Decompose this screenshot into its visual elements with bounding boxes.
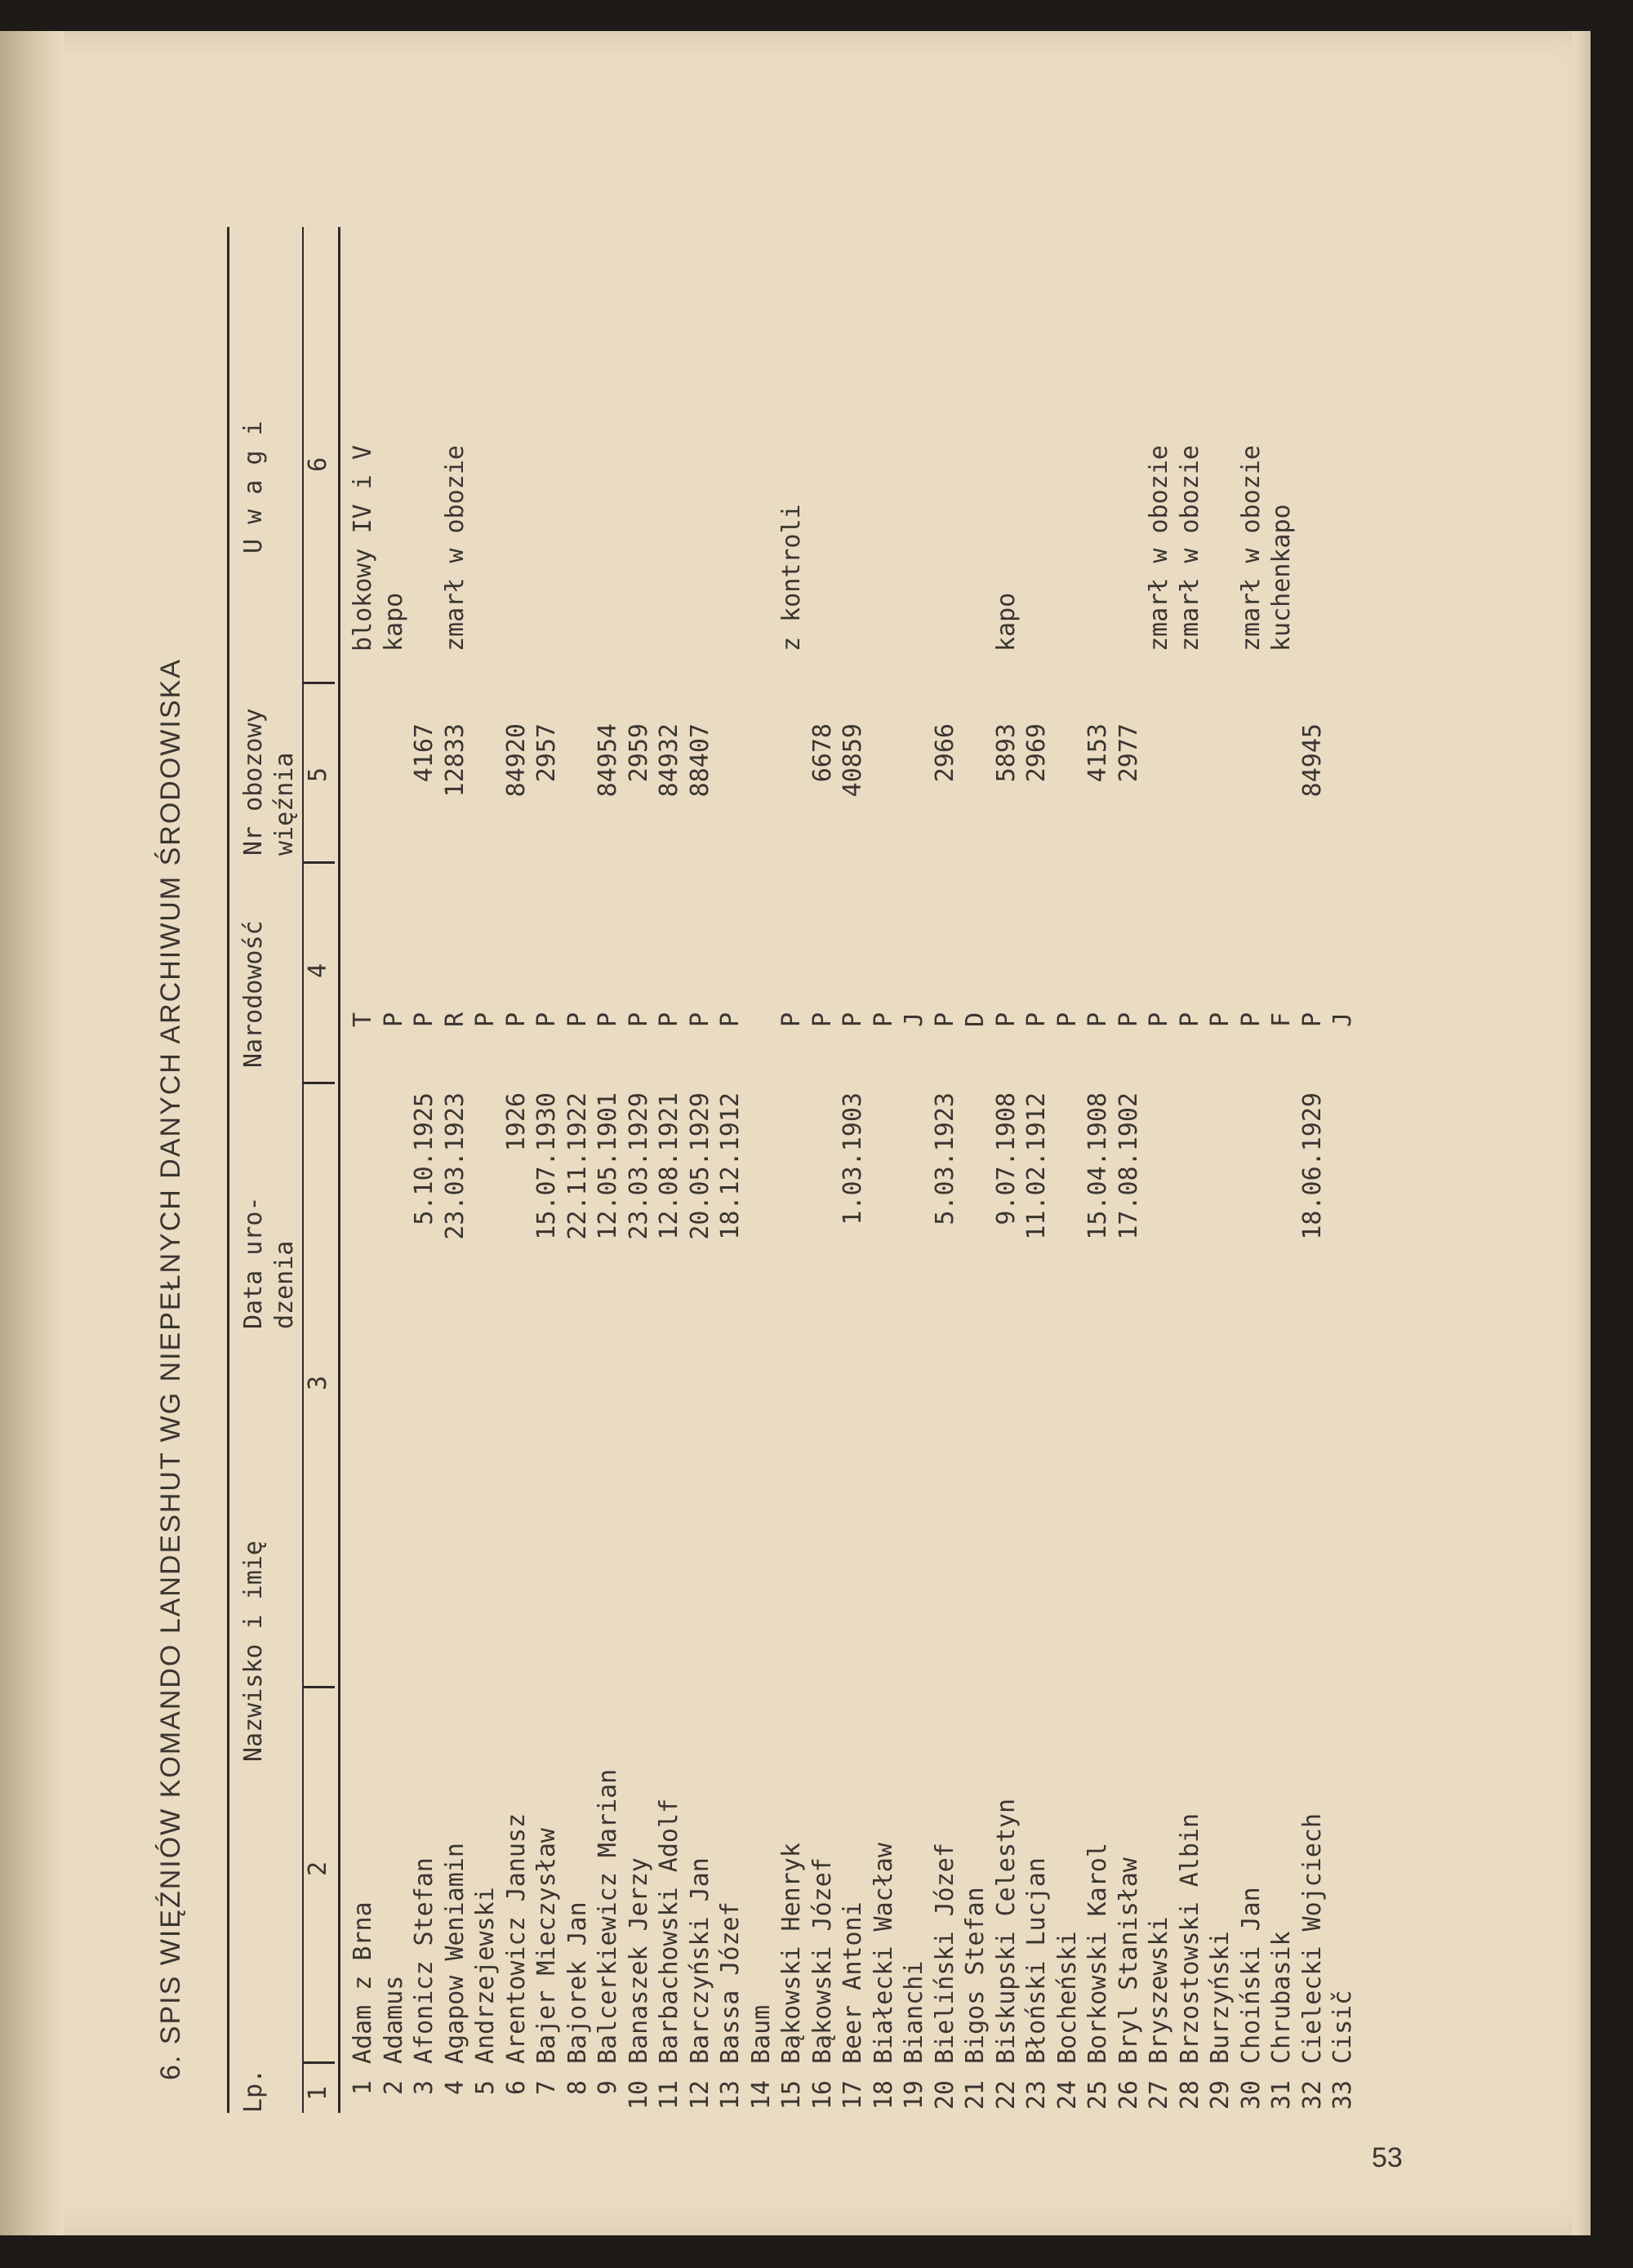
birth-date: 15.07.1930	[532, 1092, 561, 1240]
table-row	[1052, 186, 1083, 2146]
row-number: 3	[410, 2080, 438, 2096]
camp-number: 40859	[839, 723, 867, 798]
birth-date: 17.08.1902	[1114, 1092, 1143, 1240]
nationality: P	[594, 1012, 622, 1027]
row-number: 24	[1052, 2080, 1082, 2110]
birth-date: 1926	[501, 1092, 531, 1152]
row-number: 2	[379, 2080, 408, 2096]
nationality: R	[440, 1012, 469, 1027]
camp-number: 2959	[624, 723, 653, 783]
row-number: 15	[777, 2080, 806, 2110]
table-row	[348, 186, 379, 2146]
nationality: P	[1206, 1012, 1235, 1027]
table-row	[1205, 186, 1236, 2146]
notes: zmarł w obozie	[1175, 445, 1204, 651]
table-row	[869, 186, 900, 2146]
prisoner-name: Balcerkiewicz Marian	[594, 1768, 622, 2064]
nationality: P	[839, 1012, 867, 1027]
prisoner-name: Barbachowski Adolf	[655, 1798, 683, 2064]
nationality: J	[900, 1012, 928, 1027]
row-number: 17	[839, 2080, 867, 2110]
prisoner-name: Chrubasik	[1267, 1931, 1296, 2064]
table-row	[1175, 186, 1206, 2146]
book-gutter	[0, 31, 64, 2235]
notes: zmarł w obozie	[1145, 445, 1173, 651]
birth-date: 23.03.1923	[440, 1092, 469, 1240]
table-top-rule	[227, 227, 229, 2113]
nationality: P	[1297, 1012, 1327, 1027]
row-number: 30	[1236, 2080, 1266, 2110]
table-row	[1021, 186, 1052, 2146]
row-number: 26	[1114, 2080, 1143, 2110]
table-row	[930, 186, 961, 2146]
camp-number: 4167	[410, 723, 438, 783]
header-mid-rule	[302, 227, 304, 2113]
birth-date: 12.08.1921	[655, 1092, 683, 1240]
column-number: 3	[304, 1375, 332, 1390]
nationality: P	[1114, 1012, 1143, 1027]
table-row	[1236, 186, 1267, 2146]
prisoner-name: Banaszek Jerzy	[624, 1857, 653, 2064]
header-name: Nazwisko i imię	[239, 1541, 268, 1762]
column-divider	[302, 1082, 335, 1084]
nationality: P	[716, 1012, 745, 1027]
prisoner-name: Andrzejewski	[471, 1887, 500, 2064]
nationality: P	[532, 1012, 561, 1027]
row-number: 13	[716, 2080, 745, 2110]
table-row	[838, 186, 869, 2146]
camp-number: 88407	[685, 723, 714, 798]
nationality: J	[1328, 1012, 1357, 1027]
camp-number: 84945	[1297, 723, 1327, 798]
prisoner-name: Barczyński Jan	[685, 1857, 714, 2064]
prisoner-name: Bryszewski	[1145, 1916, 1173, 2064]
row-number: 31	[1267, 2080, 1296, 2110]
row-number: 19	[900, 2080, 928, 2110]
nationality: P	[1145, 1012, 1173, 1027]
notes: z kontroli	[777, 504, 806, 651]
table-row	[409, 186, 440, 2146]
prisoner-name: Burzyński	[1206, 1931, 1235, 2064]
prisoner-name: Bajorek Jan	[563, 1901, 592, 2064]
row-number: 33	[1328, 2080, 1357, 2110]
prisoner-name: Bassa Józef	[716, 1901, 745, 2064]
camp-number: 4153	[1083, 723, 1112, 783]
table-row	[746, 186, 777, 2146]
table-row	[1266, 186, 1297, 2146]
table-row	[379, 186, 410, 2146]
camp-number: 84932	[655, 723, 683, 798]
prisoner-name: Bigos Stefan	[961, 1887, 990, 2064]
prisoner-name: Afonicz Stefan	[410, 1857, 438, 2064]
prisoner-name: Baum	[746, 2004, 776, 2064]
nationality: F	[1267, 1012, 1296, 1027]
notes: zmarł w obozie	[440, 445, 469, 651]
table-row	[715, 186, 746, 2146]
nationality: P	[1236, 1012, 1266, 1027]
notes: blokowy IV i V	[349, 445, 377, 651]
nationality: P	[563, 1012, 592, 1027]
row-number: 11	[655, 2080, 683, 2110]
prisoner-name: Cisič	[1328, 1990, 1357, 2064]
nationality: P	[410, 1012, 438, 1027]
notes: kapo	[991, 592, 1021, 651]
prisoner-table-body	[348, 186, 1359, 2146]
prisoner-name: Adam z Brna	[349, 1901, 377, 2064]
prisoner-name: Błoński Lucjan	[1022, 1857, 1051, 2064]
nationality: D	[961, 1012, 990, 1027]
column-divider	[302, 861, 335, 864]
column-number: 6	[304, 456, 332, 472]
prisoner-name: Bajer Mieczysław	[532, 1828, 561, 2064]
table-row	[899, 186, 930, 2146]
row-number: 27	[1145, 2080, 1173, 2110]
birth-date: 1.03.1903	[839, 1092, 867, 1225]
notes: kapo	[379, 592, 408, 651]
table-row	[654, 186, 685, 2146]
page-number: 53	[1372, 2142, 1403, 2173]
notes: kuchenkapo	[1267, 504, 1296, 651]
row-number: 1	[349, 2080, 377, 2096]
row-number: 12	[685, 2080, 714, 2110]
birth-date: 18.12.1912	[716, 1092, 745, 1240]
table-row	[1328, 186, 1359, 2146]
table-row	[1297, 186, 1328, 2146]
row-number: 29	[1206, 2080, 1235, 2110]
birth-date: 18.06.1929	[1297, 1092, 1327, 1240]
prisoner-name: Biskupski Celestyn	[991, 1798, 1021, 2064]
prisoner-name: Białecki Wacław	[869, 1843, 898, 2064]
camp-number: 2977	[1114, 723, 1143, 783]
table-row	[501, 186, 532, 2146]
birth-date: 23.03.1929	[624, 1092, 653, 1240]
camp-number: 2957	[532, 723, 561, 783]
row-number: 8	[563, 2080, 592, 2096]
camp-number: 84920	[501, 723, 531, 798]
table-row	[440, 186, 471, 2146]
prisoner-name: Choiński Jan	[1236, 1887, 1266, 2064]
row-number: 10	[624, 2080, 653, 2110]
nationality: P	[685, 1012, 714, 1027]
header-bottom-rule	[338, 227, 340, 2113]
table-row	[991, 186, 1022, 2146]
nationality: P	[1083, 1012, 1112, 1027]
row-number: 25	[1083, 2080, 1112, 2110]
birth-date: 9.07.1908	[991, 1092, 1021, 1225]
row-number: 18	[869, 2080, 898, 2110]
nationality: P	[1052, 1012, 1082, 1027]
birth-date: 12.05.1901	[594, 1092, 622, 1240]
nationality: T	[349, 1012, 377, 1027]
table-row	[1083, 186, 1114, 2146]
prisoner-name: Bieliński Józef	[930, 1843, 959, 2064]
column-divider	[302, 682, 335, 684]
nationality: P	[471, 1012, 500, 1027]
table-row	[1114, 186, 1145, 2146]
nationality: P	[1022, 1012, 1051, 1027]
header-camp-number: Nr obozowy więźnia	[239, 708, 299, 856]
row-number: 21	[961, 2080, 990, 2110]
prisoner-name: Bryl Stanisław	[1114, 1857, 1143, 2064]
table-row	[960, 186, 991, 2146]
column-number: 4	[304, 963, 332, 978]
row-number: 23	[1022, 2080, 1051, 2110]
table-row	[470, 186, 501, 2146]
birth-date: 11.02.1912	[1022, 1092, 1051, 1240]
nationality: P	[655, 1012, 683, 1027]
nationality: P	[501, 1012, 531, 1027]
header-notes: U w a g i	[239, 420, 268, 554]
row-number: 7	[532, 2080, 561, 2096]
header-birth-date: Data uro- dzenia	[239, 1196, 299, 1329]
header-nationality: Narodowość	[239, 920, 268, 1068]
table-row	[563, 186, 594, 2146]
row-number: 16	[808, 2080, 837, 2110]
table-row	[532, 186, 563, 2146]
prisoner-name: Cielecki Wojciech	[1297, 1812, 1327, 2064]
birth-date: 5.10.1925	[410, 1092, 438, 1225]
row-number: 28	[1175, 2080, 1204, 2110]
camp-number: 12833	[440, 723, 469, 798]
prisoner-name: Borkowski Karol	[1083, 1843, 1112, 2064]
nationality: P	[777, 1012, 806, 1027]
book-page	[0, 31, 1591, 2235]
row-number: 4	[440, 2080, 469, 2096]
camp-number: 84954	[594, 723, 622, 798]
table-row	[685, 186, 716, 2146]
row-number: 22	[991, 2080, 1021, 2110]
birth-date: 22.11.1922	[563, 1092, 592, 1240]
camp-number: 6678	[808, 723, 837, 783]
birth-date: 15.04.1908	[1083, 1092, 1112, 1240]
prisoner-name: Adamus	[379, 1975, 408, 2064]
notes: zmarł w obozie	[1236, 445, 1266, 651]
row-number: 14	[746, 2080, 776, 2110]
page-edge	[1573, 31, 1591, 2235]
column-divider	[302, 1686, 335, 1688]
column-number: 2	[304, 1861, 332, 1876]
rotated-table-content	[139, 72, 1413, 2146]
table-row	[1144, 186, 1175, 2146]
prisoner-name: Arentowicz Janusz	[501, 1812, 531, 2064]
prisoner-name: Bocheński	[1052, 1931, 1082, 2064]
camp-number: 2966	[930, 723, 959, 783]
camp-number: 2969	[1022, 723, 1051, 783]
prisoner-name: Agapow Weniamin	[440, 1843, 469, 2064]
column-number: 1	[304, 2085, 332, 2101]
nationality: P	[808, 1012, 837, 1027]
table-row	[624, 186, 655, 2146]
table-row	[776, 186, 808, 2146]
nationality: P	[1175, 1012, 1204, 1027]
row-number: 32	[1297, 2080, 1327, 2110]
prisoner-name: Brzostowski Albin	[1175, 1812, 1204, 2064]
row-number: 20	[930, 2080, 959, 2110]
page-title: 6. SPIS WIĘŹNIÓW KOMANDO LANDESHUT WG NIEPEŁNYCH DANYCH ARCHIWUM ŚRODOWISKA	[155, 658, 186, 2080]
camp-number: 5893	[991, 723, 1021, 783]
table-row	[808, 186, 839, 2146]
row-number: 5	[471, 2080, 500, 2096]
prisoner-name: Bąkowski Henryk	[777, 1843, 806, 2064]
birth-date: 5.03.1923	[930, 1092, 959, 1225]
prisoner-name: Beer Antoni	[839, 1901, 867, 2064]
nationality: P	[869, 1012, 898, 1027]
column-divider	[302, 2061, 335, 2064]
row-number: 9	[594, 2080, 622, 2096]
nationality: P	[991, 1012, 1021, 1027]
table-row	[593, 186, 624, 2146]
row-number: 6	[501, 2080, 531, 2096]
header-lp: Lp.	[239, 2068, 268, 2113]
column-number: 5	[304, 767, 332, 782]
birth-date: 20.05.1929	[685, 1092, 714, 1240]
prisoner-name: Bąkowski Józef	[808, 1857, 837, 2064]
nationality: P	[624, 1012, 653, 1027]
nationality: P	[930, 1012, 959, 1027]
prisoner-name: Bianchi	[900, 1960, 928, 2064]
nationality: P	[379, 1012, 408, 1027]
